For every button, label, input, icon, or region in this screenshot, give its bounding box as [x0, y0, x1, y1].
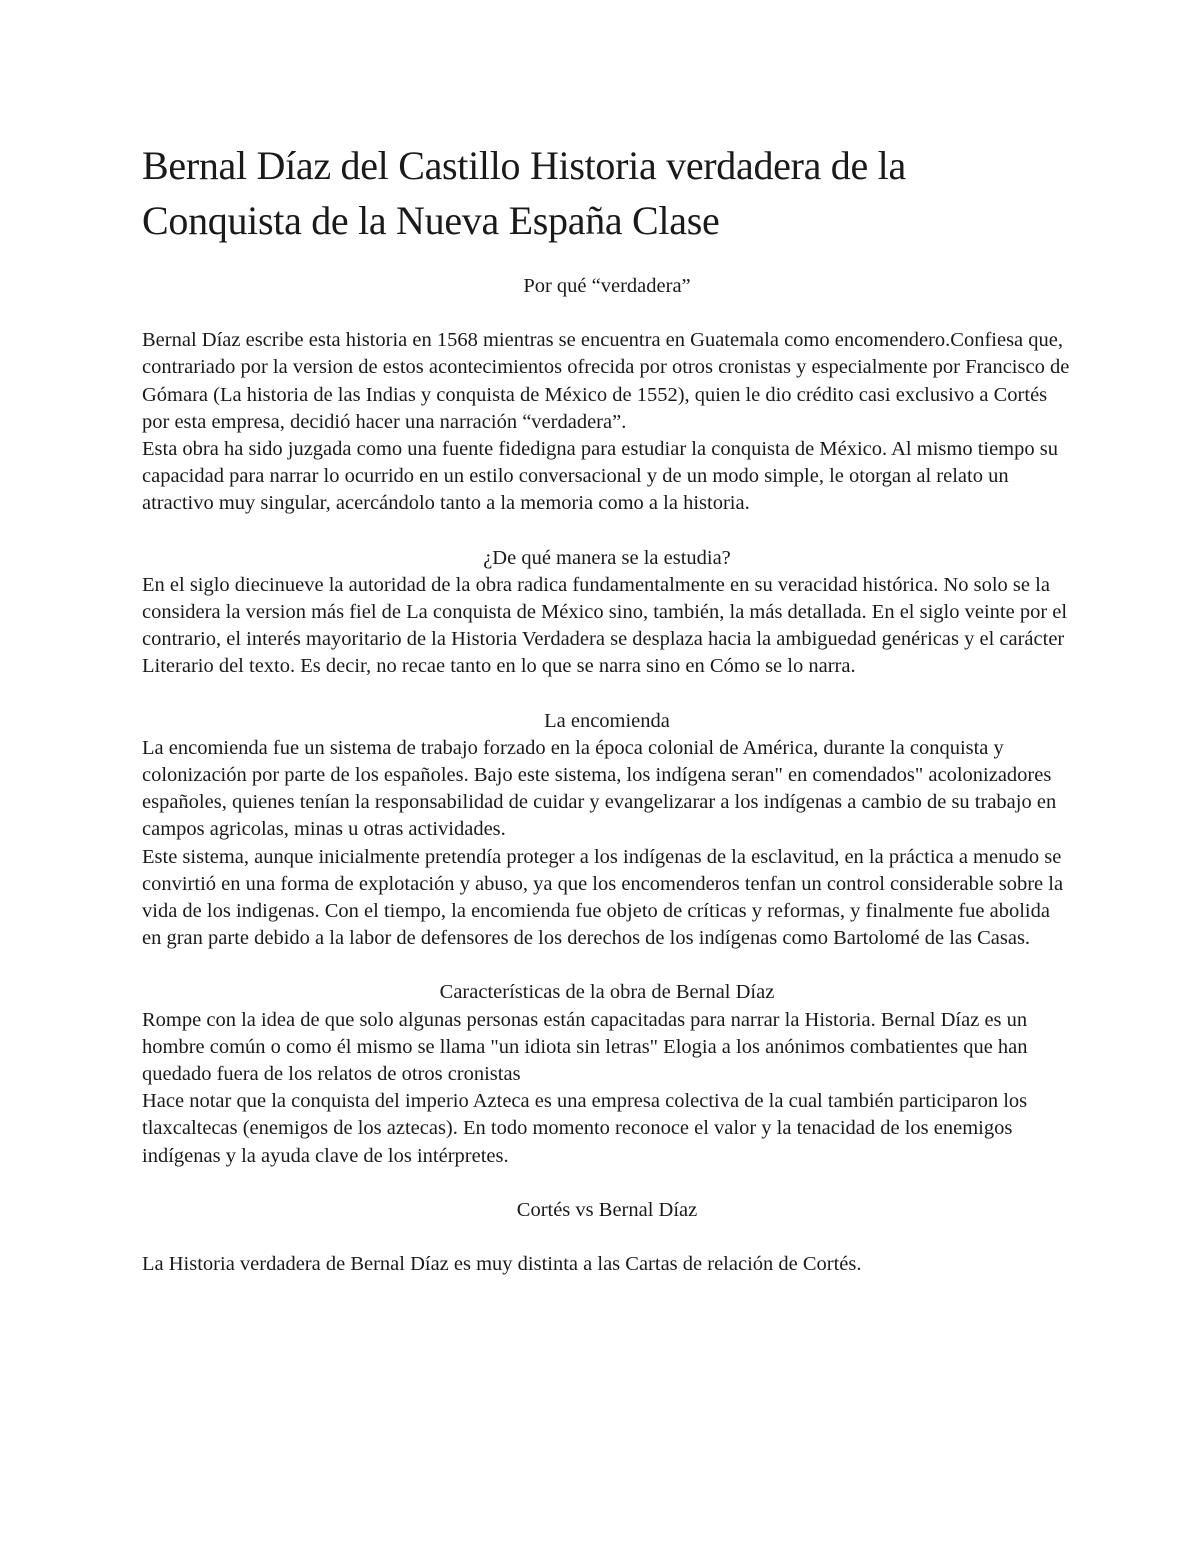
paragraph: Este sistema, aunque inicialmente pretendía proteger a los indígenas de la esclavitud, en la práctica a menudo se convirtió en una forma de explotación y abuso, ya que los encomenderos tenfan un control considerable sobre la vida de los indigenas. Con el tiempo, la encomienda fue objeto de críticas y reformas, y finalmente fue abolida en gran parte debido a la labor de defensores de los derechos de los indígenas como Bartolomé de las Casas. — [142, 845, 1064, 950]
paragraph: Bernal Díaz escribe esta historia en 1568 mientras se encuentra en Guatemala como encomendero.Confiesa que, contrariado por la version de estos acontecimientos ofrecida por otros cronistas y especialmente por Francisco de Gómara (La historia de las Indias y conquista de México de 1552), quien le dio crédito casi exclusivo a Cortés por esta empresa, decidió hacer una narración “verdadera”. — [142, 329, 1070, 433]
paragraph: Rompe con la idea de que solo algunas personas están capacitadas para narrar la Historia. Bernal Díaz es un hombre común o como él mismo se llama "un idiota sin letras" Elogia a los anónimos combatientes que han quedado fuera de los relatos de otros cronistas — [142, 1008, 1028, 1086]
document-title: Bernal Díaz del Castillo Historia verdadera de la Conquista de la Nueva España Clase — [142, 143, 906, 243]
paragraph: Esta obra ha sido juzgada como una fuente fidedigna para estudiar la conquista de México. Al mismo tiempo su capacidad para narrar lo ocurrido en un estilo conversacional y de un modo simple, le otorgan al relato un atractivo muy singular, acercándolo tanto a la memoria como a la historia. — [142, 438, 1058, 515]
section-heading-de-que-manera: ¿De qué manera se la estudia? — [483, 546, 731, 569]
section-heading-cortes-vs-bernal-diaz: Cortés vs Bernal Díaz — [516, 1198, 698, 1221]
paragraph: Hace notar que la conquista del imperio Azteca es una empresa colectiva de la cual también participaron los tlaxcaltecas (enemigos de los aztecas). En todo momento reconoce el valor y la tenacidad de los enemigos indígenas y la ayuda clave de los intérpretes. — [142, 1090, 1028, 1167]
paragraph: La encomienda fue un sistema de trabajo forzado en la época colonial de América, durante la conquista y colonización por parte de los españoles. Bajo este sistema, los indígena seran" en comendados" acolonizadores españoles, quienes tenían la responsabilidad de cuidar y evangelizarar a los indígenas a cambio de su trabajo en campos agricolas, minas u otras actividades. — [142, 736, 1057, 841]
document-page — [142, 138, 1072, 1278]
paragraph: La Historia verdadera de Bernal Díaz es muy distinta a las Cartas de relación de Cortés. — [142, 1253, 862, 1276]
section-heading-caracteristicas: Características de la obra de Bernal Díaz — [439, 981, 775, 1004]
paragraph: En el siglo diecinueve la autoridad de la obra radica fundamentalmente en su veracidad histórica. No solo se la considera la version más fiel de La conquista de México sino, también, la más detallada. En el siglo veinte por el contrario, el interés mayoritario de la Historia Verdadera se desplaza hacia la ambiguedad genéricas y el carácter Literario del texto. Es decir, no recae tanto en lo que se narra sino en Cómo se lo narra. — [142, 573, 1068, 678]
section-heading-la-encomienda: La encomienda — [544, 709, 670, 732]
section-heading-por-que-verdadera: Por qué “verdadera” — [523, 275, 691, 297]
